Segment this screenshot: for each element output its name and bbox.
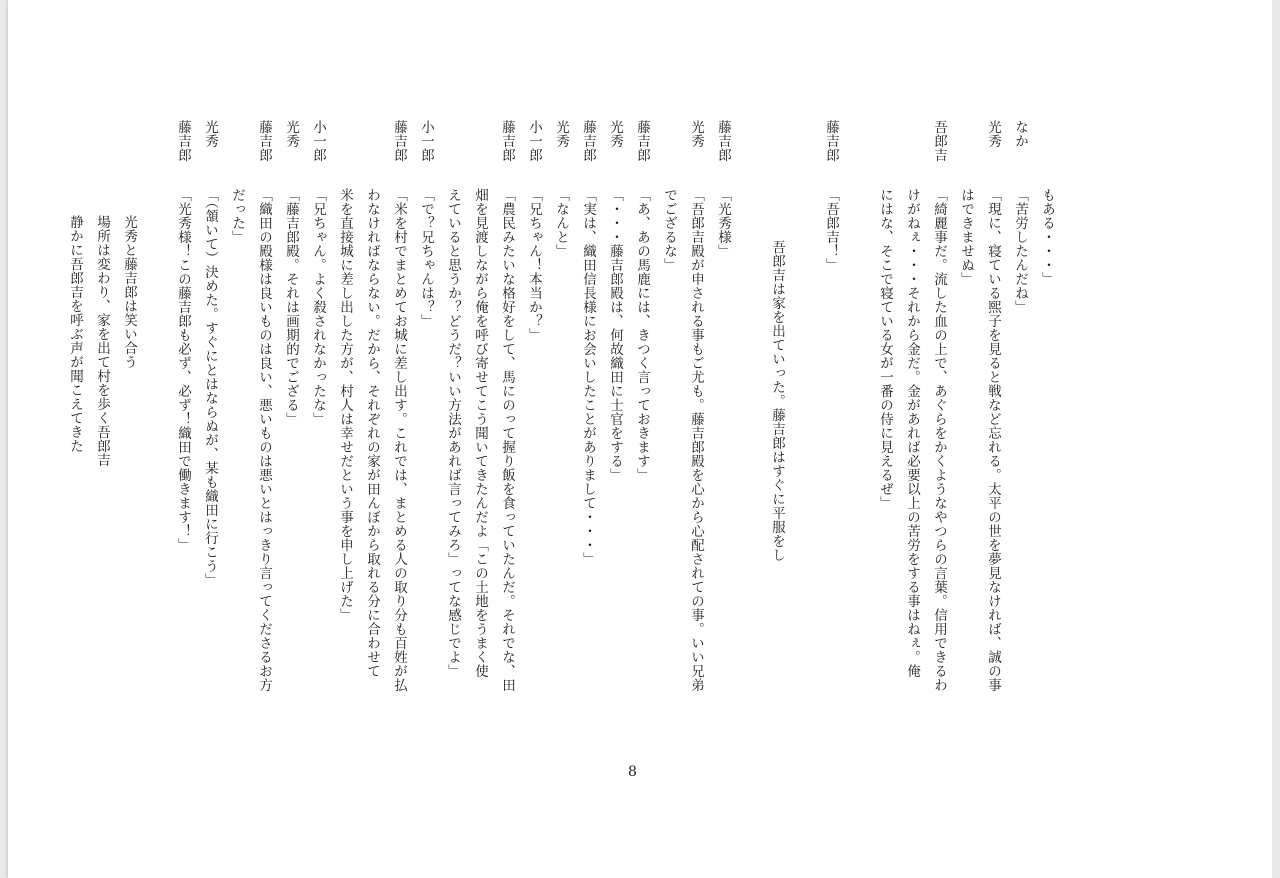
dialogue-line: 「なんと」	[553, 188, 569, 258]
dialogue-lines	[952, 188, 1006, 692]
dialogue-lines	[1033, 188, 1060, 286]
dialogue-lines	[439, 188, 520, 692]
dialogue-line: 米を直接城に差し出した方が、村人は幸せだという事を申し上げた」	[337, 188, 353, 622]
dialogue-line: でござるな」	[661, 188, 677, 272]
dialogue-line: 「米を村でまとめてお城に差し出す。これでは、まとめる人の取り分も百姓が払	[391, 188, 407, 692]
speaker-name: 藤吉郎	[580, 120, 596, 162]
dialogue-line: 「・・・藤吉郎殿は、何故織田に士官をする」	[607, 188, 623, 482]
dialogue-line: 「光秀様」	[715, 188, 731, 258]
dialogue-line: にはな、そこで寝ている女が一番の侍に見えるぜ」	[877, 188, 893, 510]
dialogue-line: 「兄ちゃん。よく殺されなかったな」	[310, 188, 326, 426]
speaker-name: 藤吉郎	[175, 120, 191, 162]
speaker-name: 藤吉郎	[391, 120, 407, 162]
speaker-name: 藤吉郎	[634, 120, 650, 162]
dialogue-entry	[871, 120, 952, 780]
screenplay-text	[61, 120, 1060, 780]
document-page	[8, 0, 1272, 878]
dialogue-lines	[817, 188, 844, 272]
dialogue-lines	[601, 188, 628, 482]
dialogue-entry	[628, 120, 655, 780]
dialogue-entry	[277, 120, 304, 780]
dialogue-entry	[601, 120, 628, 780]
speaker-name: 藤吉郎	[499, 120, 515, 162]
dialogue-line: 「農民みたいな格好をして、馬にのって握り飯を食っていたんだ。それでな、田	[499, 188, 515, 692]
blank-line	[142, 120, 169, 780]
dialogue-entry	[1006, 120, 1033, 780]
dialogue-lines	[871, 188, 952, 692]
stage-direction: 静かに吾郎吉を呼ぶ声が聞こえてきた	[67, 215, 83, 453]
dialogue-entry	[817, 120, 844, 780]
dialogue-line: 畑を見渡しながら俺を呼び寄せてこう聞いてきたんだよ「この土地をうまく使	[472, 188, 488, 678]
dialogue-lines	[709, 188, 736, 258]
dialogue-line: 「織田の殿様は良いものは良い、悪いものは悪いとはっきり言ってくださるお方	[256, 188, 272, 692]
dialogue-line: 「で？兄ちゃんは？」	[418, 188, 434, 328]
dialogue-line: はできませぬ」	[958, 188, 974, 286]
speaker-name: 藤吉郎	[823, 120, 839, 162]
dialogue-lines	[628, 188, 655, 482]
dialogue-line: だった」	[229, 188, 245, 244]
speaker-name: 光秀	[553, 120, 569, 148]
continued-dialogue	[1033, 120, 1060, 780]
speaker-name: 光秀	[688, 120, 704, 148]
dialogue-entry	[439, 120, 520, 780]
dialogue-entry	[952, 120, 1006, 780]
stage-direction: 光秀と藤吉郎は笑い合う	[121, 215, 137, 369]
dialogue-lines	[331, 188, 412, 692]
blank-line	[844, 120, 871, 780]
speaker-name: 光秀	[283, 120, 299, 148]
speaker-name: 光秀	[202, 120, 218, 148]
speaker-name: 藤吉郎	[715, 120, 731, 162]
dialogue-entry	[655, 120, 709, 780]
dialogue-entry	[331, 120, 412, 780]
dialogue-entry	[304, 120, 331, 780]
dialogue-lines	[520, 188, 547, 342]
dialogue-lines	[277, 188, 304, 426]
dialogue-lines	[223, 188, 277, 692]
dialogue-line: わなければならない。だから、それぞれの家が田んぼから取れる分に合わせて	[364, 188, 380, 678]
dialogue-line: もある・・・」	[1039, 188, 1055, 286]
dialogue-line: 「実は、織田信長様にお会いしたことがありまして・・・」	[580, 188, 596, 566]
dialogue-line: 「吾郎吉！」	[823, 188, 839, 272]
stage-direction: 場所は変わり、家を出て村を歩く吾郎吉	[94, 215, 110, 467]
dialogue-entry	[412, 120, 439, 780]
dialogue-lines	[304, 188, 331, 426]
speaker-name	[1033, 120, 1060, 188]
speaker-name: なか	[1012, 120, 1028, 148]
dialogue-line: 「兄ちゃん！本当か？」	[526, 188, 542, 342]
blank-line	[736, 120, 763, 780]
speaker-name: 小一郎	[418, 120, 434, 162]
page-number: 8	[628, 764, 637, 780]
dialogue-line: 「あ、あの馬鹿には、きつく言っておきます」	[634, 188, 650, 482]
speaker-name: 小一郎	[526, 120, 542, 162]
dialogue-lines	[169, 188, 196, 552]
dialogue-line: けがねぇ・・・それから金だ。金があれば必要以上の苦労をする事はねぇ。俺	[904, 188, 920, 678]
dialogue-entry	[169, 120, 196, 780]
dialogue-entry	[196, 120, 223, 780]
dialogue-lines	[655, 188, 709, 692]
dialogue-entry	[223, 120, 277, 780]
dialogue-entry	[520, 120, 547, 780]
dialogue-line: 「苦労したんだね」	[1012, 188, 1028, 314]
dialogue-lines	[574, 188, 601, 566]
dialogue-lines	[196, 188, 223, 587]
stage-direction: 吾郎吉は家を出ていった。藤吉郎はすぐに平服をし	[769, 240, 785, 562]
dialogue-line: 「光秀様！この藤吉郎も必ず、必ず！織田で働きます！」	[175, 188, 191, 552]
viewer-background	[1272, 0, 1280, 878]
dialogue-line: 「現に、寝ている煕子を見ると戦など忘れる。太平の世を夢見なければ、誠の事	[985, 188, 1001, 692]
dialogue-line: 「吾郎吉殿が申される事もご尤も。藤吉郎殿を心から心配されての事。いい兄弟	[688, 188, 704, 692]
dialogue-line: 「（頷いて）決めた。すぐにとはならぬが、某も織田に行こう」	[202, 188, 218, 588]
speaker-name: 吾郎吉	[931, 120, 947, 162]
dialogue-lines	[547, 188, 574, 258]
speaker-name: 小一郎	[310, 120, 326, 162]
dialogue-entry	[574, 120, 601, 780]
dialogue-entry	[709, 120, 736, 780]
speaker-name: 光秀	[985, 120, 1001, 148]
speaker-name: 光秀	[607, 120, 623, 148]
dialogue-line: 「綺麗事だ。流した血の上で、あぐらをかくようなやつらの言葉。信用できるわ	[931, 188, 947, 692]
dialogue-entry	[547, 120, 574, 780]
dialogue-lines	[1006, 188, 1033, 314]
dialogue-lines	[412, 188, 439, 328]
speaker-name: 藤吉郎	[256, 120, 272, 162]
blank-line	[790, 120, 817, 780]
dialogue-line: えていると思うか？どうだ？いい方法があれば言ってみろ」ってな感じでよ」	[445, 188, 461, 678]
dialogue-line: 「藤吉郎殿。それは画期的でござる」	[283, 188, 299, 426]
